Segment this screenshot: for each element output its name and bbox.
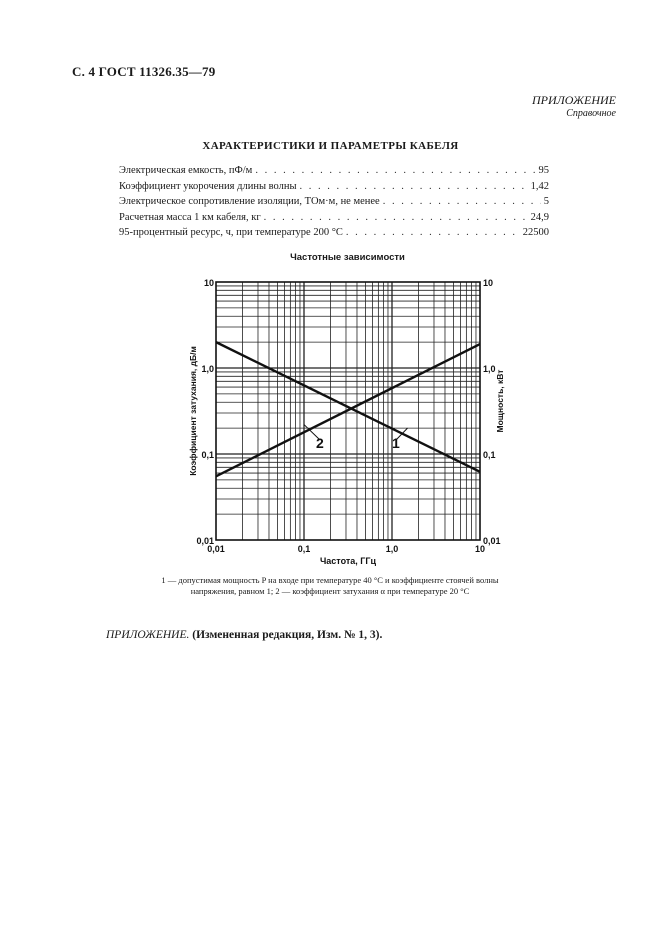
x-tick-label: 10 — [474, 544, 486, 554]
x-tick-label: 1,0 — [385, 544, 399, 554]
section-title: ХАРАКТЕРИСТИКИ И ПАРАМЕТРЫ КАБЕЛЯ — [202, 140, 459, 152]
y-axis-label-right: Мощность, кВт — [495, 369, 505, 433]
parameter-value: 1,42 — [530, 180, 549, 192]
y-tick-label-right: 1,0 — [483, 364, 496, 374]
parameter-name: Коэффициент укорочения длины волны — [119, 180, 297, 192]
page-header: С. 4 ГОСТ 11326.35—79 — [72, 64, 216, 79]
series-line-2 — [216, 344, 480, 476]
y-tick-label-left: 10 — [203, 278, 214, 288]
y-tick-label-left: 0,01 — [196, 536, 214, 546]
series-line-1 — [216, 342, 480, 472]
change-note — [106, 629, 382, 641]
y-axis-label-left: Коэффициент затухания, дБ/м — [188, 346, 198, 476]
chart-caption — [90, 575, 570, 597]
change-note-text: (Измененная редакция, Изм. № 1, 3). — [192, 629, 383, 641]
appendix-title: ПРИЛОЖЕНИЕ — [532, 93, 616, 107]
parameter-name: 95-процентный ресурс, ч, при температуре 200 °С — [119, 227, 343, 238]
x-tick-label: 0,1 — [297, 544, 311, 554]
y-tick-label-right: 10 — [483, 278, 494, 288]
chart-title: Частотные зависимости — [290, 252, 405, 263]
parameter-name: Электрическая емкость, пФ/м — [119, 165, 253, 176]
caption-line-1: 1 — допустимая мощность P на входе при температуре 40 °С и коэффициенте стоячей волны — [161, 575, 499, 585]
parameter-value: 22500 — [522, 227, 549, 238]
x-tick-label: 0,01 — [207, 544, 225, 554]
parameter-value: 5 — [543, 196, 549, 207]
parameter-value: 95 — [538, 165, 549, 176]
change-note-prefix: ПРИЛОЖЕНИЕ. — [106, 629, 190, 641]
y-tick-label-right: 0,1 — [483, 450, 496, 460]
series-label-1: 1 — [392, 435, 400, 451]
x-axis-label: Частота, ГГц — [319, 556, 377, 566]
caption-line-2: напряжения, равном 1; 2 — коэффициент затухания α при температуре 20 °С — [190, 586, 470, 596]
parameter-value: 24,9 — [530, 211, 549, 223]
y-tick-label-left: 1,0 — [201, 364, 214, 374]
parameter-name: Расчетная масса 1 км кабеля, кг — [119, 211, 261, 223]
parameter-name: Электрическое сопротивление изоляции, ТОм·м, не менее — [119, 196, 380, 207]
y-tick-label-left: 0,1 — [201, 450, 214, 460]
appendix-subtitle: Справочное — [566, 108, 616, 119]
series-label-2: 2 — [316, 435, 324, 451]
y-tick-label-right: 0,01 — [483, 536, 501, 546]
